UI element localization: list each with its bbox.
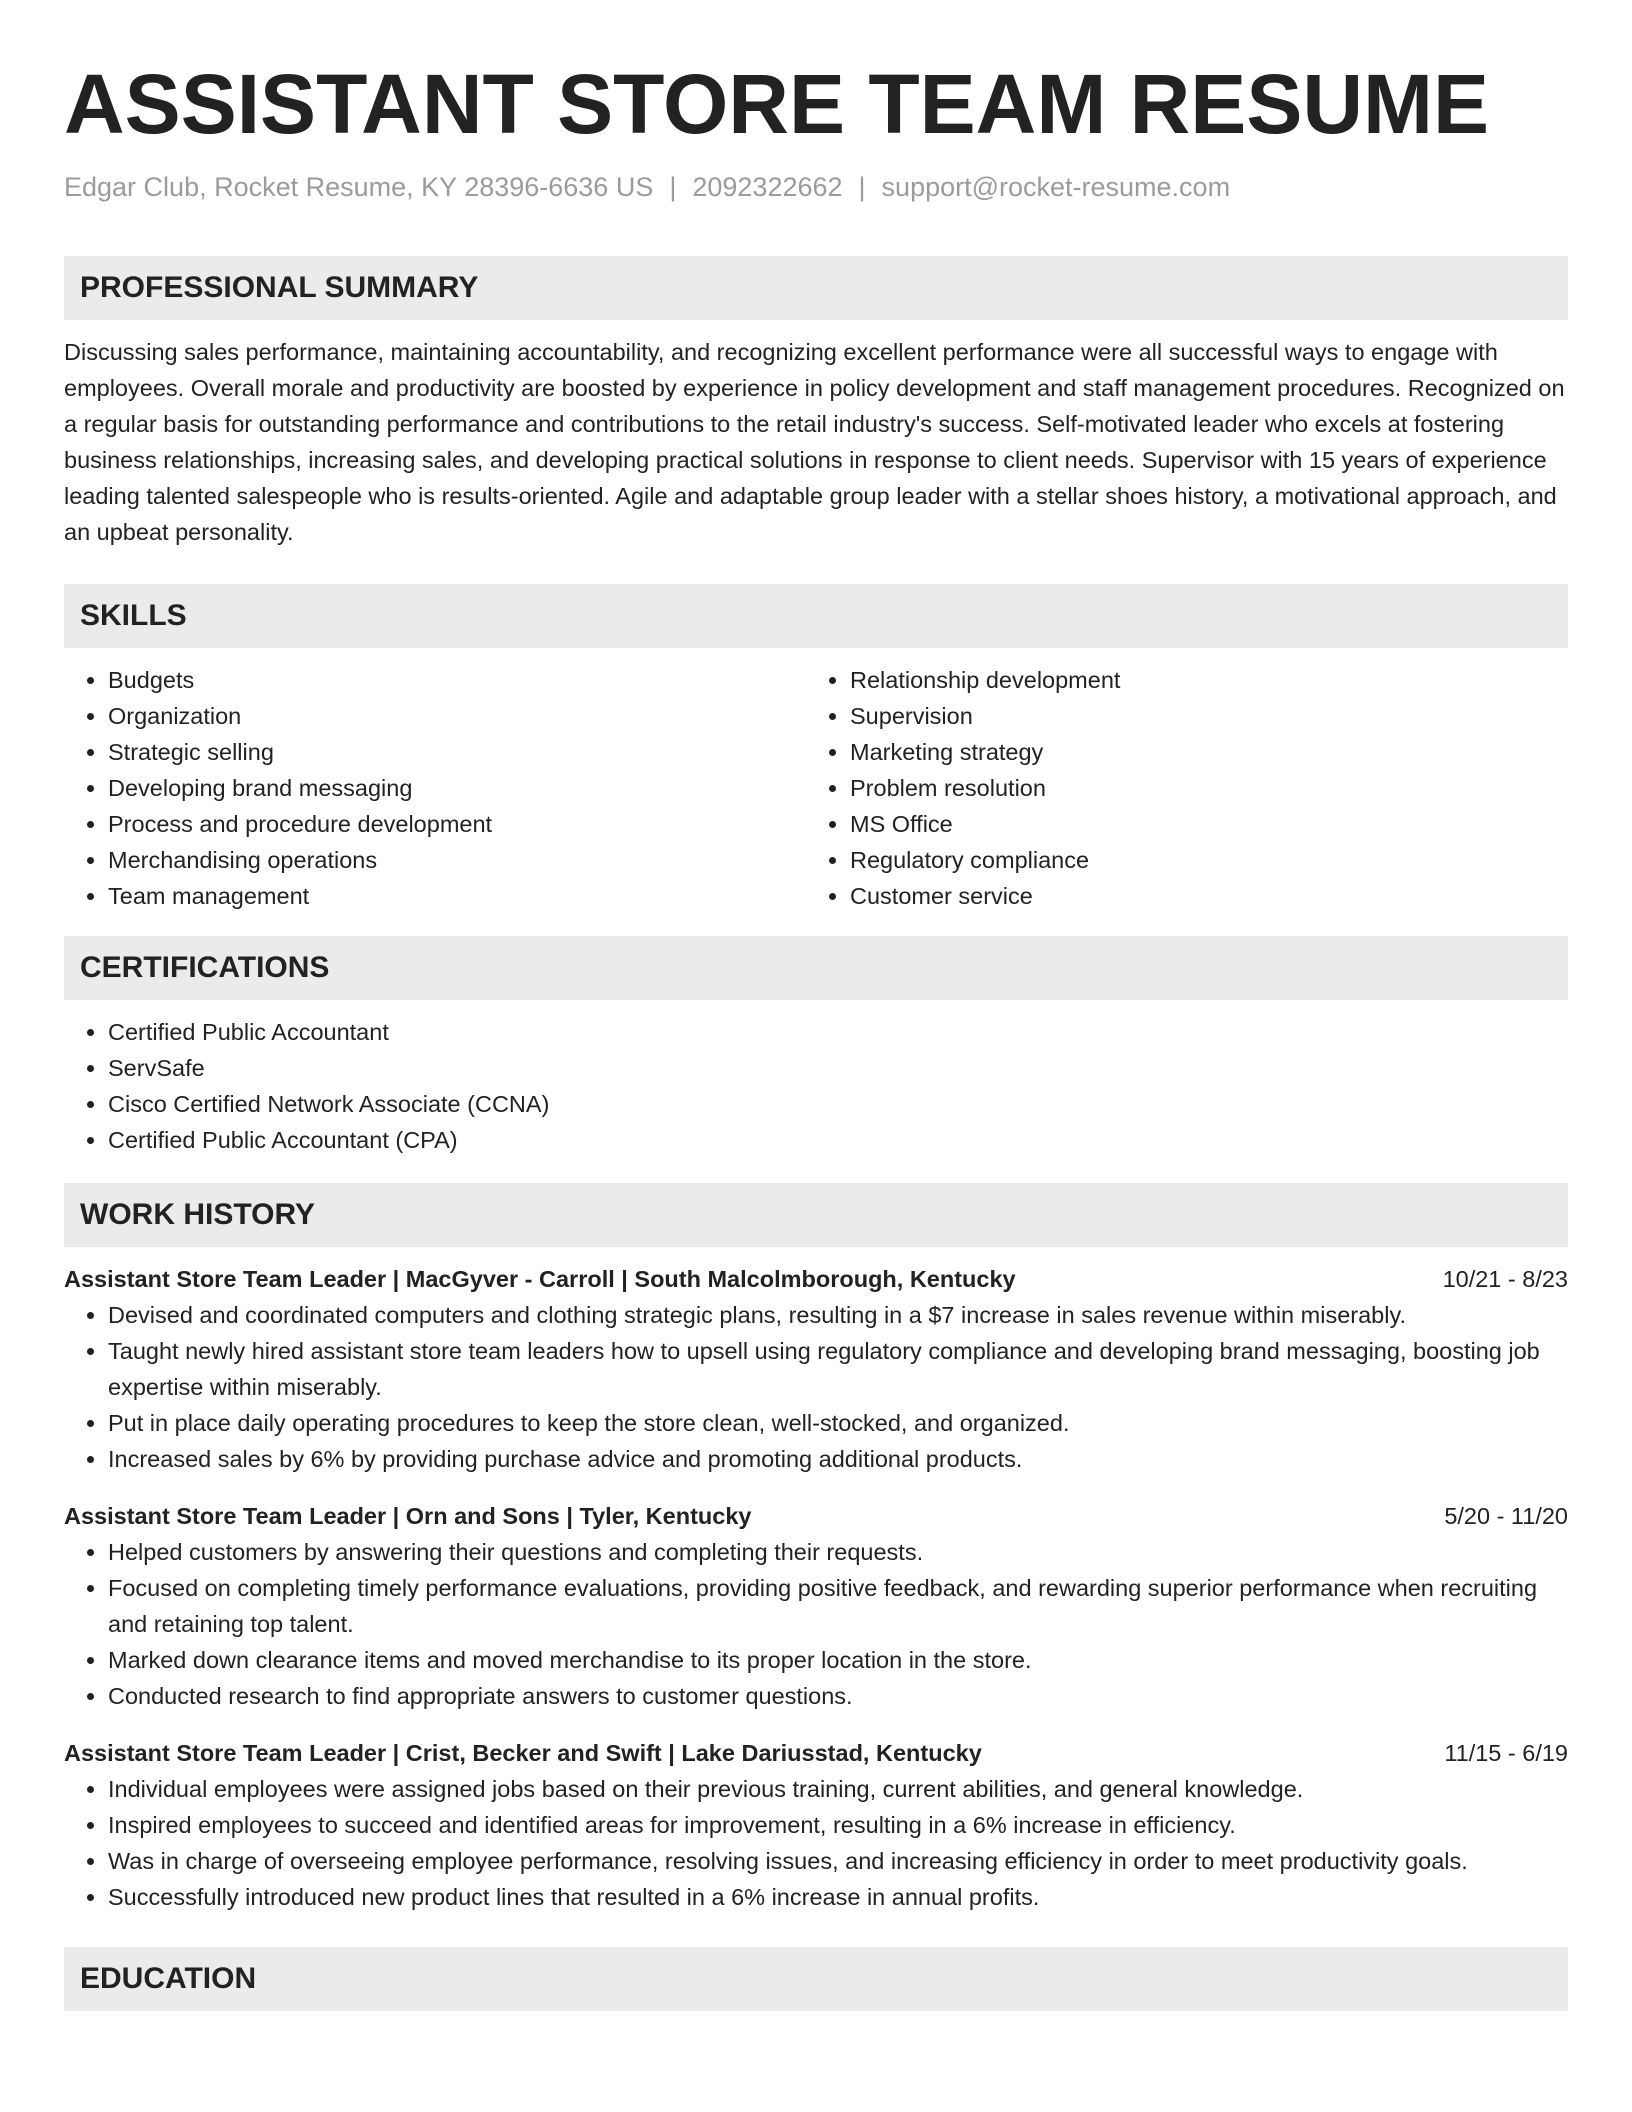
certifications-list [64, 1014, 1568, 1158]
section-heading-certifications: CERTIFICATIONS [64, 936, 1568, 1000]
job-bullets [64, 1534, 1568, 1714]
skills-column-right [806, 662, 1548, 914]
job-bullet: • Inspired employees to succeed and identified areas for improvement, resulting in a 6% increase in efficiency. [108, 1807, 1568, 1843]
job-bullets [64, 1771, 1568, 1915]
skill-item: • Marketing strategy [850, 734, 1548, 770]
skill-item: • Budgets [108, 662, 806, 698]
job-title: Assistant Store Team Leader | Orn and Sons | Tyler, Kentucky [64, 1503, 752, 1529]
contact-separator: | [669, 172, 677, 202]
contact-line [64, 170, 1568, 204]
job-bullet: • Taught newly hired assistant store team leaders how to upsell using regulatory compliance and developing brand messaging, boosting job expertise within miserably. [108, 1333, 1568, 1405]
contact-address: Edgar Club, Rocket Resume, KY 28396-6636 US [64, 172, 654, 202]
job-dates: 11/15 - 6/19 [1444, 1740, 1568, 1766]
certification-item: • Certified Public Accountant (CPA) [108, 1122, 1568, 1158]
contact-phone: 2092322662 [692, 172, 843, 202]
job-dates: 5/20 - 11/20 [1444, 1503, 1568, 1529]
certification-item: • Certified Public Accountant [108, 1014, 1568, 1050]
summary-text: Discussing sales performance, maintaining accountability, and recognizing excellent performance were all successful ways to engage with employees. Overall morale and productivity are boosted by experience in policy development and staff management procedures. Recognized on a regular basis for outstanding performance and contributions to the retail industry's success. Self-motivated leader who excels at fostering business relationships, increasing sales, and developing practical solutions in response to client needs. Supervisor with 15 years of experience leading talented salespeople who is results-oriented. Agile and adaptable group leader with a stellar shoes history, a motivational approach, and an upbeat personality. [64, 339, 1565, 545]
contact-separator: | [858, 172, 866, 202]
job-header [64, 1735, 1568, 1771]
resume-title: ASSISTANT STORE TEAM RESUME [64, 57, 1490, 151]
job-title: Assistant Store Team Leader | Crist, Becker and Swift | Lake Dariusstad, Kentucky [64, 1740, 982, 1766]
job-bullet: • Individual employees were assigned jobs based on their previous training, current abilities, and general knowledge. [108, 1771, 1568, 1807]
job-title: Assistant Store Team Leader | MacGyver - Carroll | South Malcolmborough, Kentucky [64, 1266, 1016, 1292]
job-bullet: • Devised and coordinated computers and clothing strategic plans, resulting in a $7 increase in sales revenue within miserably. [108, 1297, 1568, 1333]
certification-item: • ServSafe [108, 1050, 1568, 1086]
skill-item: • Team management [108, 878, 806, 914]
skill-item: • MS Office [850, 806, 1548, 842]
job-bullet: • Successfully introduced new product lines that resulted in a 6% increase in annual profits. [108, 1879, 1568, 1915]
job-header [64, 1261, 1568, 1297]
job-bullet: • Marked down clearance items and moved merchandise to its proper location in the store. [108, 1642, 1568, 1678]
job-bullet: • Helped customers by answering their questions and completing their requests. [108, 1534, 1568, 1570]
contact-email: support@rocket-resume.com [881, 172, 1231, 202]
resume-page [64, 0, 1568, 2011]
skill-item: • Supervision [850, 698, 1548, 734]
section-heading-education: EDUCATION [64, 1947, 1568, 2011]
section-heading-skills: SKILLS [64, 584, 1568, 648]
job-header [64, 1498, 1568, 1534]
job-bullet: • Focused on completing timely performance evaluations, providing positive feedback, and rewarding superior performance when recruiting and retaining top talent. [108, 1570, 1568, 1642]
job-bullet: • Increased sales by 6% by providing purchase advice and promoting additional products. [108, 1441, 1568, 1477]
skill-item: • Relationship development [850, 662, 1548, 698]
certification-item: • Cisco Certified Network Associate (CCNA) [108, 1086, 1568, 1122]
job-bullet: • Conducted research to find appropriate answers to customer questions. [108, 1678, 1568, 1714]
job-dates: 10/21 - 8/23 [1442, 1266, 1568, 1292]
skills-list [64, 662, 1568, 914]
skill-item: • Developing brand messaging [108, 770, 806, 806]
skill-item: • Regulatory compliance [850, 842, 1548, 878]
job-entry [64, 1261, 1568, 1477]
skills-column-left [64, 662, 806, 914]
job-entry [64, 1498, 1568, 1714]
job-bullets [64, 1297, 1568, 1477]
skill-item: • Problem resolution [850, 770, 1548, 806]
job-entry [64, 1735, 1568, 1915]
section-heading-summary: PROFESSIONAL SUMMARY [64, 256, 1568, 320]
job-bullet: • Was in charge of overseeing employee performance, resolving issues, and increasing efficiency in order to meet productivity goals. [108, 1843, 1568, 1879]
skill-item: • Strategic selling [108, 734, 806, 770]
skill-item: • Organization [108, 698, 806, 734]
job-bullet: • Put in place daily operating procedures to keep the store clean, well-stocked, and organized. [108, 1405, 1568, 1441]
section-heading-work-history: WORK HISTORY [64, 1183, 1568, 1247]
skill-item: • Process and procedure development [108, 806, 806, 842]
skill-item: • Merchandising operations [108, 842, 806, 878]
skill-item: • Customer service [850, 878, 1548, 914]
